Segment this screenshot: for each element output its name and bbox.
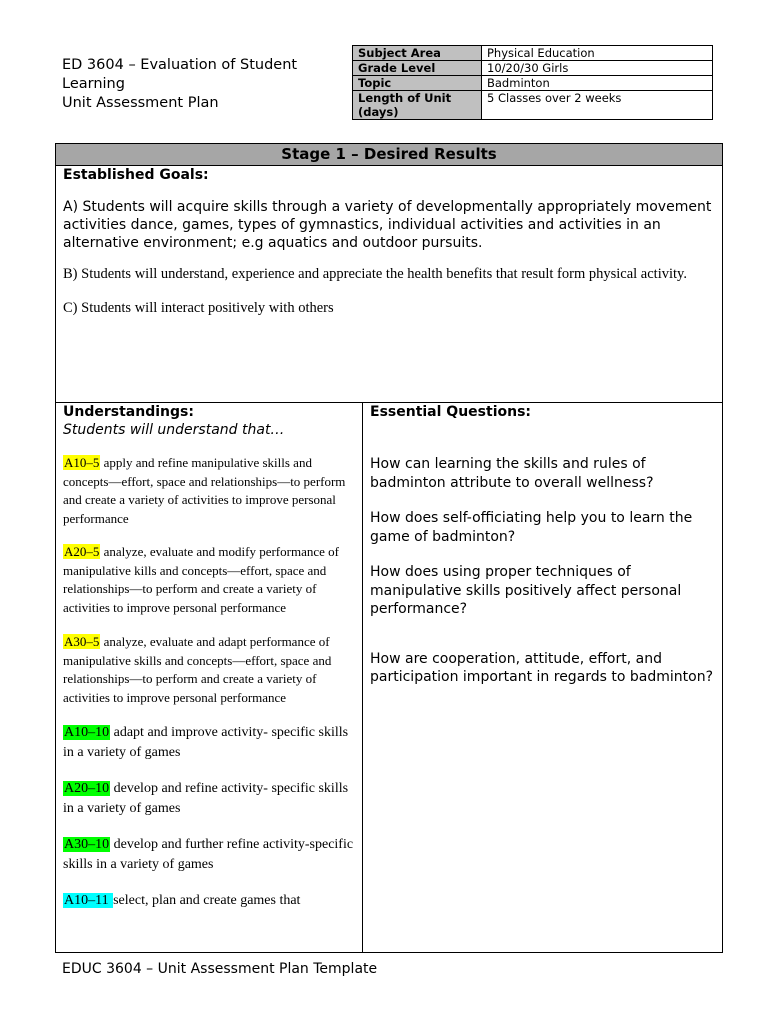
goal-a: A) Students will acquire skills through a variety of developmentally appropriately movement activities dance, games, types of gymnastics, individual activities and activities in an alternative environment; e.g aquatics and outdoor pursuits.	[63, 199, 712, 251]
outcome-text: analyze, evaluate and modify performance of manipulative kills and concepts—effort, space and relationships—to perform and create a variety of activities to improve personal performance	[63, 544, 339, 615]
question-item: How are cooperation, attitude, effort, and participation important in regards to badminton?	[370, 650, 714, 685]
understandings-title: Understandings:	[63, 404, 194, 420]
understandings-subtitle: Students will understand that…	[63, 422, 285, 438]
page-footer: EDUC 3604 – Unit Assessment Plan Template	[62, 961, 378, 977]
stage-table	[55, 143, 723, 953]
info-label: Subject Area	[353, 46, 482, 61]
outcome-code: A10–10	[64, 725, 110, 740]
stage-title: Stage 1 – Desired Results	[56, 144, 722, 166]
established-goals-section	[56, 166, 722, 403]
info-row-topic	[353, 76, 713, 91]
outcome-text: develop and refine activity- specific skills in a variety of games	[63, 781, 349, 816]
question-item: How does self-officiating help you to learn the game of badminton?	[370, 510, 693, 545]
info-label: Length of Unit (days)	[353, 91, 482, 120]
info-row-subject	[353, 46, 713, 61]
outcome-item	[63, 779, 355, 819]
outcome-item	[63, 633, 355, 707]
outcome-code: A10–5	[64, 455, 100, 470]
outcome-text: apply and refine manipulative skills and concepts—effort, space and relationships—to perform and create a variety of activities to improve personal performance	[63, 455, 346, 526]
info-value: Badminton	[482, 76, 713, 91]
goal-b: B) Students will understand, experience and appreciate the health benefits that result form physical activity.	[63, 266, 687, 282]
outcome-code: A30–10	[64, 837, 110, 852]
title-line-2: Learning	[62, 76, 125, 92]
outcome-item	[63, 454, 355, 528]
essential-questions-column	[363, 403, 722, 953]
info-row-length	[353, 91, 713, 120]
understandings-column	[56, 403, 363, 953]
info-value: 5 Classes over 2 weeks	[482, 91, 713, 120]
outcome-code: A20–10	[64, 781, 110, 796]
outcome-text: analyze, evaluate and adapt performance of manipulative skills and concepts—effort, space and relationships—to perform and create a variety of activities to improve personal performance	[63, 634, 332, 705]
questions-title: Essential Questions:	[370, 404, 532, 420]
goal-c: C) Students will interact positively with others	[63, 300, 334, 316]
outcome-item	[63, 723, 355, 763]
info-label: Grade Level	[353, 61, 482, 76]
title-line-3: Unit Assessment Plan	[62, 95, 219, 111]
title-line-1: ED 3604 – Evaluation of Student	[62, 57, 298, 73]
info-label: Topic	[353, 76, 482, 91]
info-value: Physical Education	[482, 46, 713, 61]
outcome-item	[63, 543, 355, 617]
outcome-item	[63, 891, 355, 911]
outcome-code: A30–5	[64, 634, 100, 649]
info-row-grade	[353, 61, 713, 76]
outcome-code: A20–5	[64, 544, 100, 559]
document-title	[62, 56, 342, 113]
outcome-item	[63, 835, 355, 875]
outcome-text: adapt and improve activity- specific skills in a variety of games	[63, 725, 349, 760]
question-item: How does using proper techniques of manipulative skills positively affect personal performance?	[370, 564, 682, 617]
info-value: 10/20/30 Girls	[482, 61, 713, 76]
unit-info-table	[352, 45, 713, 120]
outcome-code: A10–11	[64, 893, 113, 908]
goals-title: Established Goals:	[63, 167, 209, 183]
outcome-text: develop and further refine activity-specific skills in a variety of games	[63, 837, 354, 872]
outcome-text: select, plan and create games that	[113, 893, 301, 908]
question-item: How can learning the skills and rules of badminton attribute to overall wellness?	[370, 456, 654, 491]
